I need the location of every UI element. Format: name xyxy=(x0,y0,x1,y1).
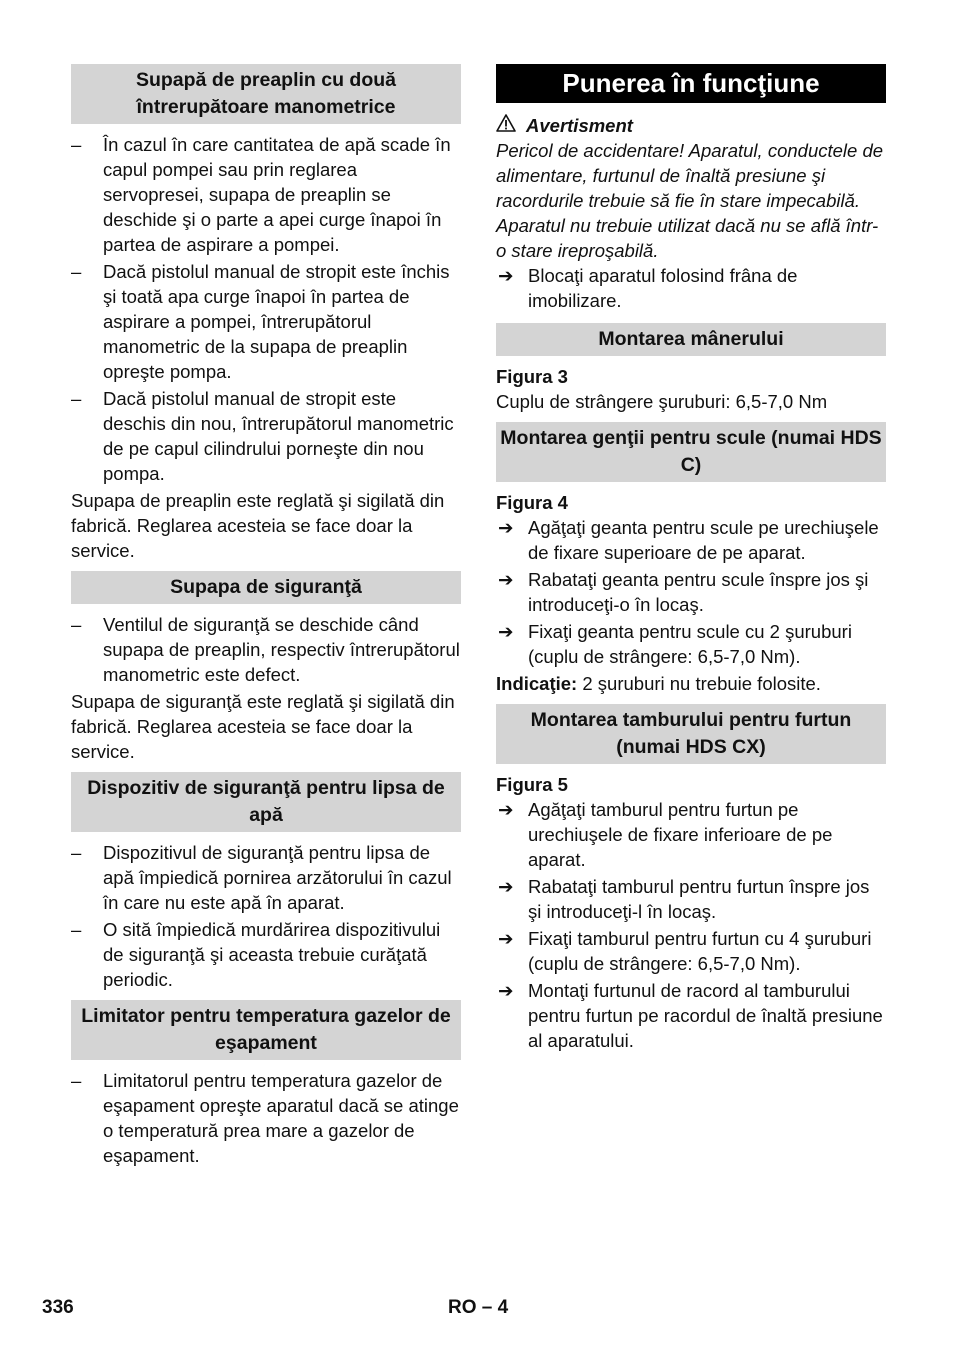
list-item: ➔ Fixaţi tamburul pentru furtun cu 4 şuruburi (cuplu de strângere: 6,5-7,0 Nm). xyxy=(498,928,872,974)
arrow-right-icon: ➔ xyxy=(498,265,514,286)
right-column xyxy=(496,64,886,1053)
warning-text: Pericol de accidentare! Aparatul, conductele de alimentare, furtunul de înaltă presiune şi racordurile trebuie să fie în stare impecabilă. Aparatul nu trebuie utilizat dacă nu se află într-o stare ireproşabilă. xyxy=(496,140,884,261)
list-item: – Ventilul de siguranţă se deschide când supapa de preaplin, respectiv întrerupătorul manometric este defect. xyxy=(71,614,460,685)
page-number: 336 xyxy=(42,1297,74,1318)
arrow-right-icon: ➔ xyxy=(498,980,514,1001)
list-item: – Limitatorul pentru temperatura gazelor de eşapament opreşte aparatul dacă se atinge o temperatură prea mare a gazelor de eşapament. xyxy=(71,1070,459,1166)
section-heading-water-shortage: Dispozitiv de siguranţă pentru lipsa de apă xyxy=(71,772,461,832)
overflow-valve-note: Supapa de preaplin este reglată şi sigilată din fabrică. Reglarea acesteia se face doar la service. xyxy=(71,490,445,561)
list-item: – Dispozitivul de siguranţă pentru lipsa de apă împiedică pornirea arzătorului în cazul în care nu este apă în aparat. xyxy=(71,842,452,913)
water-shortage-list xyxy=(71,840,461,992)
section-heading-tool-bag: Montarea genţii pentru scule (numai HDS C) xyxy=(496,422,886,482)
section-heading-safety-valve: Supapa de siguranţă xyxy=(71,571,461,604)
safety-valve-note: Supapa de siguranţă este reglată şi sigilată din fabrică. Reglarea acesteia se face doar la service. xyxy=(71,691,455,762)
warning-label-line xyxy=(496,113,886,138)
arrow-right-icon: ➔ xyxy=(498,876,514,897)
list-item: ➔ Rabataţi tamburul pentru furtun înspre jos şi introduceţi-l în locaş. xyxy=(498,876,870,922)
section-heading-overflow-valve: Supapă de preaplin cu două întrerupătoare manometrice xyxy=(71,64,461,124)
list-item: – Dacă pistolul manual de stropit este închis şi toată apa curge înapoi în partea de aspirare a pompei, întrerupătorul manometric de la supapa de preaplin opreşte pompa. xyxy=(71,261,450,382)
section-heading-hose-reel: Montarea tamburului pentru furtun (numai HDS CX) xyxy=(496,704,886,764)
overflow-valve-list xyxy=(71,132,461,486)
list-item: ➔ Fixaţi geanta pentru scule cu 2 şuruburi (cuplu de strângere: 6,5-7,0 Nm). xyxy=(498,621,852,667)
section-code: RO – 4 xyxy=(448,1297,509,1318)
exhaust-limiter-list xyxy=(71,1068,461,1168)
safety-valve-list xyxy=(71,612,461,687)
section-heading-handle: Montarea mânerului xyxy=(496,323,886,356)
tool-bag-steps xyxy=(496,515,886,669)
chapter-title: Punerea în funcţiune xyxy=(496,64,886,103)
list-item: ➔ Rabataţi geanta pentru scule înspre jos şi introduceţi-o în locaş. xyxy=(498,569,869,615)
section-heading-exhaust-limiter: Limitator pentru temperatura gazelor de eşapament xyxy=(71,1000,461,1060)
list-item: ➔ Agăţaţi geanta pentru scule pe urechiuşele de fixare superioare de pe aparat. xyxy=(498,517,879,563)
handle-torque: Cuplu de strângere şuruburi: 6,5-7,0 Nm xyxy=(496,391,828,412)
arrow-right-icon: ➔ xyxy=(498,928,514,949)
list-item: – Dacă pistolul manual de stropit este deschis din nou, întrerupătorul manometric de pe capul cilindrului porneşte din nou pompa. xyxy=(71,388,454,484)
hose-reel-steps xyxy=(496,797,886,1053)
figure-label: Figura 3 xyxy=(496,366,568,387)
list-item: ➔ Blocaţi aparatul folosind frâna de imobilizare. xyxy=(498,265,798,311)
tool-bag-note: Indicaţie: 2 şuruburi nu trebuie folosite. xyxy=(496,673,821,694)
arrow-right-icon: ➔ xyxy=(498,569,514,590)
left-column xyxy=(71,64,461,1168)
arrow-right-icon: ➔ xyxy=(498,621,514,642)
figure-label: Figura 4 xyxy=(496,492,568,513)
warning-action-list xyxy=(496,263,886,313)
warning-label: Avertisment xyxy=(526,115,633,136)
figure-label: Figura 5 xyxy=(496,774,568,795)
list-item: ➔ Montaţi furtunul de racord al tamburului pentru furtun pe racordul de înaltă presiune al aparatului. xyxy=(498,980,883,1051)
list-item: – În cazul în care cantitatea de apă scade în capul pompei sau prin reglarea servopresei, supapa de preaplin se deschide şi o parte a apei curge înapoi în partea de aspirare a pompei. xyxy=(71,134,451,255)
list-item: ➔ Agăţaţi tamburul pentru furtun pe urechiuşele de fixare inferioare de pe aparat. xyxy=(498,799,833,870)
list-item: – O sită împiedică murdărirea dispozitivului de siguranţă şi aceasta trebuie curăţată periodic. xyxy=(71,919,441,990)
arrow-right-icon: ➔ xyxy=(498,799,514,820)
arrow-right-icon: ➔ xyxy=(498,517,514,538)
warning-triangle-icon xyxy=(496,113,516,138)
